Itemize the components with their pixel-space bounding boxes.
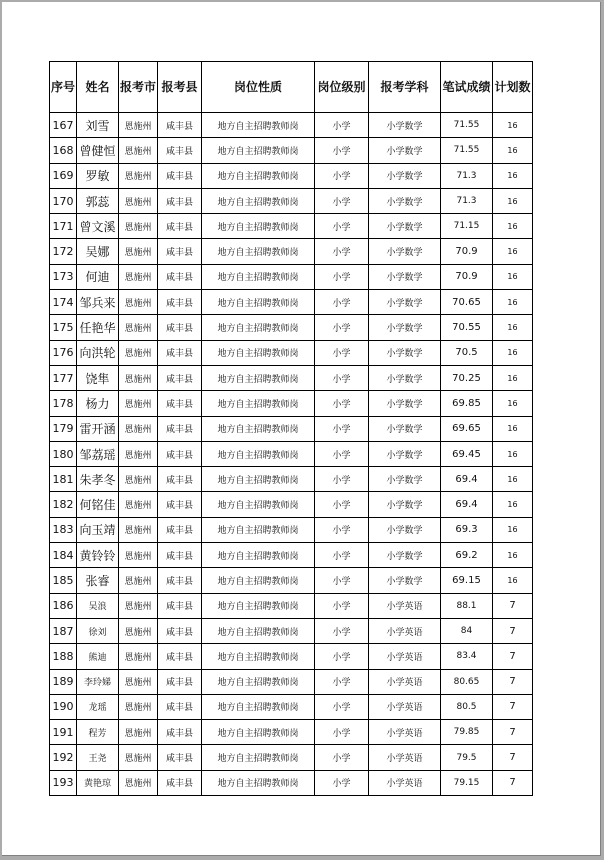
cell-city: 恩施州 xyxy=(119,467,158,492)
cell-city: 恩施州 xyxy=(119,517,158,542)
cell-subject: 小学英语 xyxy=(369,720,441,745)
cell-position-type: 地方自主招聘教师岗 xyxy=(202,720,315,745)
cell-subject: 小学数学 xyxy=(369,492,441,517)
cell-county: 咸丰县 xyxy=(158,467,202,492)
cell-name: 张睿 xyxy=(77,568,119,593)
cell-score: 70.55 xyxy=(441,315,493,340)
header-row xyxy=(50,62,533,113)
cell-score: 71.3 xyxy=(441,188,493,213)
cell-index: 176 xyxy=(50,340,77,365)
cell-position-level: 小学 xyxy=(315,694,369,719)
cell-county: 咸丰县 xyxy=(158,720,202,745)
cell-county: 咸丰县 xyxy=(158,441,202,466)
cell-subject: 小学数学 xyxy=(369,113,441,138)
cell-plan: 16 xyxy=(493,416,533,441)
header-county: 报考县 xyxy=(158,62,202,113)
cell-city: 恩施州 xyxy=(119,239,158,264)
cell-index: 177 xyxy=(50,365,77,390)
cell-county: 咸丰县 xyxy=(158,113,202,138)
cell-index: 167 xyxy=(50,113,77,138)
cell-county: 咸丰县 xyxy=(158,492,202,517)
table-row xyxy=(50,568,533,593)
cell-position-level: 小学 xyxy=(315,113,369,138)
cell-position-level: 小学 xyxy=(315,644,369,669)
cell-position-level: 小学 xyxy=(315,467,369,492)
cell-subject: 小学英语 xyxy=(369,644,441,669)
cell-city: 恩施州 xyxy=(119,416,158,441)
cell-index: 184 xyxy=(50,543,77,568)
cell-plan: 16 xyxy=(493,315,533,340)
table-row xyxy=(50,239,533,264)
cell-score: 80.65 xyxy=(441,669,493,694)
cell-plan: 16 xyxy=(493,188,533,213)
cell-index: 168 xyxy=(50,138,77,163)
cell-name: 黄艳琼 xyxy=(77,770,119,795)
cell-city: 恩施州 xyxy=(119,163,158,188)
cell-plan: 16 xyxy=(493,138,533,163)
cell-position-level: 小学 xyxy=(315,264,369,289)
cell-plan: 7 xyxy=(493,669,533,694)
cell-position-type: 地方自主招聘教师岗 xyxy=(202,669,315,694)
cell-score: 69.85 xyxy=(441,391,493,416)
cell-score: 88.1 xyxy=(441,593,493,618)
table-row xyxy=(50,543,533,568)
cell-subject: 小学数学 xyxy=(369,568,441,593)
table-row xyxy=(50,188,533,213)
cell-subject: 小学数学 xyxy=(369,315,441,340)
cell-position-level: 小学 xyxy=(315,365,369,390)
table-row xyxy=(50,745,533,770)
cell-score: 69.45 xyxy=(441,441,493,466)
cell-name: 罗敏 xyxy=(77,163,119,188)
cell-index: 187 xyxy=(50,618,77,643)
cell-city: 恩施州 xyxy=(119,214,158,239)
table-row xyxy=(50,264,533,289)
cell-name: 吴娜 xyxy=(77,239,119,264)
cell-score: 69.2 xyxy=(441,543,493,568)
cell-name: 李玲娣 xyxy=(77,669,119,694)
cell-name: 向洪轮 xyxy=(77,340,119,365)
cell-position-type: 地方自主招聘教师岗 xyxy=(202,593,315,618)
table-row xyxy=(50,593,533,618)
cell-county: 咸丰县 xyxy=(158,543,202,568)
cell-plan: 16 xyxy=(493,340,533,365)
cell-county: 咸丰县 xyxy=(158,568,202,593)
cell-city: 恩施州 xyxy=(119,618,158,643)
cell-subject: 小学数学 xyxy=(369,441,441,466)
cell-city: 恩施州 xyxy=(119,568,158,593)
cell-position-level: 小学 xyxy=(315,315,369,340)
cell-city: 恩施州 xyxy=(119,290,158,315)
cell-city: 恩施州 xyxy=(119,669,158,694)
cell-subject: 小学英语 xyxy=(369,770,441,795)
cell-name: 邹兵来 xyxy=(77,290,119,315)
cell-index: 183 xyxy=(50,517,77,542)
cell-position-type: 地方自主招聘教师岗 xyxy=(202,365,315,390)
cell-plan: 7 xyxy=(493,720,533,745)
cell-county: 咸丰县 xyxy=(158,669,202,694)
cell-position-level: 小学 xyxy=(315,568,369,593)
cell-position-type: 地方自主招聘教师岗 xyxy=(202,315,315,340)
cell-city: 恩施州 xyxy=(119,745,158,770)
cell-score: 84 xyxy=(441,618,493,643)
cell-position-level: 小学 xyxy=(315,543,369,568)
header-plan: 计划数 xyxy=(493,62,533,113)
cell-position-level: 小学 xyxy=(315,416,369,441)
cell-position-type: 地方自主招聘教师岗 xyxy=(202,770,315,795)
header-subject: 报考学科 xyxy=(369,62,441,113)
cell-subject: 小学英语 xyxy=(369,694,441,719)
cell-county: 咸丰县 xyxy=(158,315,202,340)
cell-position-type: 地方自主招聘教师岗 xyxy=(202,264,315,289)
table-row xyxy=(50,492,533,517)
cell-position-level: 小学 xyxy=(315,340,369,365)
cell-index: 190 xyxy=(50,694,77,719)
cell-score: 69.4 xyxy=(441,467,493,492)
cell-position-level: 小学 xyxy=(315,618,369,643)
cell-plan: 16 xyxy=(493,543,533,568)
cell-position-level: 小学 xyxy=(315,138,369,163)
table-row xyxy=(50,113,533,138)
cell-plan: 16 xyxy=(493,492,533,517)
cell-subject: 小学英语 xyxy=(369,618,441,643)
cell-plan: 16 xyxy=(493,214,533,239)
cell-plan: 16 xyxy=(493,365,533,390)
cell-position-type: 地方自主招聘教师岗 xyxy=(202,113,315,138)
cell-position-type: 地方自主招聘教师岗 xyxy=(202,340,315,365)
cell-county: 咸丰县 xyxy=(158,644,202,669)
table-row xyxy=(50,618,533,643)
header-index: 序号 xyxy=(50,62,77,113)
cell-subject: 小学数学 xyxy=(369,239,441,264)
cell-position-type: 地方自主招聘教师岗 xyxy=(202,492,315,517)
cell-score: 70.65 xyxy=(441,290,493,315)
cell-city: 恩施州 xyxy=(119,264,158,289)
table-row xyxy=(50,669,533,694)
table-row xyxy=(50,467,533,492)
table-row xyxy=(50,315,533,340)
cell-score: 70.9 xyxy=(441,239,493,264)
cell-score: 83.4 xyxy=(441,644,493,669)
cell-index: 170 xyxy=(50,188,77,213)
cell-position-level: 小学 xyxy=(315,391,369,416)
cell-name: 刘雪 xyxy=(77,113,119,138)
cell-county: 咸丰县 xyxy=(158,391,202,416)
table-row xyxy=(50,416,533,441)
cell-subject: 小学数学 xyxy=(369,138,441,163)
cell-name: 曾文溪 xyxy=(77,214,119,239)
cell-name: 程芳 xyxy=(77,720,119,745)
cell-index: 169 xyxy=(50,163,77,188)
table-row xyxy=(50,163,533,188)
cell-position-level: 小学 xyxy=(315,492,369,517)
cell-county: 咸丰县 xyxy=(158,264,202,289)
cell-position-type: 地方自主招聘教师岗 xyxy=(202,138,315,163)
cell-position-level: 小学 xyxy=(315,239,369,264)
cell-score: 69.65 xyxy=(441,416,493,441)
cell-subject: 小学数学 xyxy=(369,340,441,365)
cell-index: 182 xyxy=(50,492,77,517)
cell-position-level: 小学 xyxy=(315,770,369,795)
cell-index: 186 xyxy=(50,593,77,618)
cell-county: 咸丰县 xyxy=(158,340,202,365)
cell-county: 咸丰县 xyxy=(158,138,202,163)
cell-plan: 16 xyxy=(493,517,533,542)
cell-position-type: 地方自主招聘教师岗 xyxy=(202,618,315,643)
cell-name: 黄铃铃 xyxy=(77,543,119,568)
cell-city: 恩施州 xyxy=(119,770,158,795)
cell-score: 80.5 xyxy=(441,694,493,719)
table-row xyxy=(50,365,533,390)
cell-name: 任艳华 xyxy=(77,315,119,340)
cell-position-type: 地方自主招聘教师岗 xyxy=(202,441,315,466)
cell-plan: 16 xyxy=(493,290,533,315)
cell-index: 193 xyxy=(50,770,77,795)
cell-index: 189 xyxy=(50,669,77,694)
cell-score: 71.55 xyxy=(441,113,493,138)
results-table xyxy=(49,61,533,796)
cell-city: 恩施州 xyxy=(119,391,158,416)
cell-index: 185 xyxy=(50,568,77,593)
cell-index: 173 xyxy=(50,264,77,289)
cell-plan: 7 xyxy=(493,745,533,770)
cell-name: 朱孝冬 xyxy=(77,467,119,492)
cell-county: 咸丰县 xyxy=(158,745,202,770)
cell-plan: 7 xyxy=(493,644,533,669)
cell-county: 咸丰县 xyxy=(158,416,202,441)
cell-index: 174 xyxy=(50,290,77,315)
cell-plan: 7 xyxy=(493,618,533,643)
cell-plan: 16 xyxy=(493,239,533,264)
cell-name: 龙瑶 xyxy=(77,694,119,719)
cell-county: 咸丰县 xyxy=(158,239,202,264)
cell-score: 79.85 xyxy=(441,720,493,745)
cell-position-type: 地方自主招聘教师岗 xyxy=(202,188,315,213)
cell-position-level: 小学 xyxy=(315,163,369,188)
cell-city: 恩施州 xyxy=(119,113,158,138)
table-row xyxy=(50,644,533,669)
cell-plan: 16 xyxy=(493,113,533,138)
document-page xyxy=(2,2,601,856)
cell-position-type: 地方自主招聘教师岗 xyxy=(202,694,315,719)
cell-position-type: 地方自主招聘教师岗 xyxy=(202,543,315,568)
table-row xyxy=(50,290,533,315)
cell-county: 咸丰县 xyxy=(158,188,202,213)
cell-county: 咸丰县 xyxy=(158,163,202,188)
table-row xyxy=(50,441,533,466)
cell-city: 恩施州 xyxy=(119,315,158,340)
cell-city: 恩施州 xyxy=(119,441,158,466)
cell-position-level: 小学 xyxy=(315,720,369,745)
cell-subject: 小学数学 xyxy=(369,214,441,239)
cell-city: 恩施州 xyxy=(119,365,158,390)
cell-subject: 小学英语 xyxy=(369,593,441,618)
cell-name: 何铭佳 xyxy=(77,492,119,517)
cell-county: 咸丰县 xyxy=(158,290,202,315)
cell-score: 69.15 xyxy=(441,568,493,593)
cell-subject: 小学数学 xyxy=(369,391,441,416)
cell-score: 79.5 xyxy=(441,745,493,770)
cell-position-type: 地方自主招聘教师岗 xyxy=(202,644,315,669)
header-city: 报考市 xyxy=(119,62,158,113)
cell-subject: 小学数学 xyxy=(369,416,441,441)
cell-plan: 7 xyxy=(493,770,533,795)
cell-position-type: 地方自主招聘教师岗 xyxy=(202,239,315,264)
cell-city: 恩施州 xyxy=(119,340,158,365)
cell-city: 恩施州 xyxy=(119,138,158,163)
cell-subject: 小学数学 xyxy=(369,543,441,568)
cell-city: 恩施州 xyxy=(119,720,158,745)
cell-plan: 16 xyxy=(493,163,533,188)
cell-score: 69.3 xyxy=(441,517,493,542)
table-row xyxy=(50,770,533,795)
header-score: 笔试成绩 xyxy=(441,62,493,113)
cell-name: 杨力 xyxy=(77,391,119,416)
cell-score: 70.5 xyxy=(441,340,493,365)
cell-index: 175 xyxy=(50,315,77,340)
table-row xyxy=(50,720,533,745)
cell-index: 188 xyxy=(50,644,77,669)
header-name: 姓名 xyxy=(77,62,119,113)
cell-score: 70.9 xyxy=(441,264,493,289)
cell-plan: 16 xyxy=(493,391,533,416)
table-row xyxy=(50,517,533,542)
cell-plan: 16 xyxy=(493,264,533,289)
cell-index: 180 xyxy=(50,441,77,466)
cell-position-type: 地方自主招聘教师岗 xyxy=(202,416,315,441)
cell-position-level: 小学 xyxy=(315,214,369,239)
cell-position-type: 地方自主招聘教师岗 xyxy=(202,568,315,593)
table-row xyxy=(50,214,533,239)
cell-name: 郭蕊 xyxy=(77,188,119,213)
cell-subject: 小学英语 xyxy=(369,745,441,770)
cell-position-type: 地方自主招聘教师岗 xyxy=(202,745,315,770)
cell-name: 雷开涵 xyxy=(77,416,119,441)
cell-plan: 16 xyxy=(493,467,533,492)
cell-index: 181 xyxy=(50,467,77,492)
cell-name: 向玉靖 xyxy=(77,517,119,542)
cell-name: 饶隼 xyxy=(77,365,119,390)
cell-plan: 16 xyxy=(493,568,533,593)
cell-position-type: 地方自主招聘教师岗 xyxy=(202,290,315,315)
cell-county: 咸丰县 xyxy=(158,694,202,719)
cell-plan: 7 xyxy=(493,694,533,719)
cell-position-type: 地方自主招聘教师岗 xyxy=(202,467,315,492)
table-row xyxy=(50,138,533,163)
cell-county: 咸丰县 xyxy=(158,770,202,795)
table-row xyxy=(50,391,533,416)
cell-subject: 小学数学 xyxy=(369,517,441,542)
table-row xyxy=(50,340,533,365)
table-row xyxy=(50,694,533,719)
cell-position-level: 小学 xyxy=(315,517,369,542)
cell-position-type: 地方自主招聘教师岗 xyxy=(202,163,315,188)
cell-county: 咸丰县 xyxy=(158,214,202,239)
cell-subject: 小学英语 xyxy=(369,669,441,694)
cell-name: 何迪 xyxy=(77,264,119,289)
cell-subject: 小学数学 xyxy=(369,290,441,315)
cell-city: 恩施州 xyxy=(119,543,158,568)
cell-name: 吴浪 xyxy=(77,593,119,618)
cell-plan: 7 xyxy=(493,593,533,618)
cell-city: 恩施州 xyxy=(119,188,158,213)
cell-index: 178 xyxy=(50,391,77,416)
cell-subject: 小学数学 xyxy=(369,264,441,289)
cell-county: 咸丰县 xyxy=(158,365,202,390)
cell-subject: 小学数学 xyxy=(369,188,441,213)
cell-county: 咸丰县 xyxy=(158,593,202,618)
cell-score: 70.25 xyxy=(441,365,493,390)
cell-index: 172 xyxy=(50,239,77,264)
header-position-type: 岗位性质 xyxy=(202,62,315,113)
cell-score: 79.15 xyxy=(441,770,493,795)
cell-name: 邹荔瑶 xyxy=(77,441,119,466)
cell-name: 徐刘 xyxy=(77,618,119,643)
cell-position-level: 小学 xyxy=(315,290,369,315)
cell-index: 179 xyxy=(50,416,77,441)
cell-subject: 小学数学 xyxy=(369,467,441,492)
cell-city: 恩施州 xyxy=(119,593,158,618)
cell-index: 191 xyxy=(50,720,77,745)
cell-score: 71.3 xyxy=(441,163,493,188)
cell-subject: 小学数学 xyxy=(369,163,441,188)
cell-name: 曾健恒 xyxy=(77,138,119,163)
cell-county: 咸丰县 xyxy=(158,517,202,542)
cell-position-type: 地方自主招聘教师岗 xyxy=(202,391,315,416)
cell-position-level: 小学 xyxy=(315,669,369,694)
cell-name: 熊迪 xyxy=(77,644,119,669)
cell-score: 71.15 xyxy=(441,214,493,239)
cell-position-type: 地方自主招聘教师岗 xyxy=(202,517,315,542)
cell-position-level: 小学 xyxy=(315,441,369,466)
cell-city: 恩施州 xyxy=(119,694,158,719)
cell-index: 192 xyxy=(50,745,77,770)
header-position-level: 岗位级别 xyxy=(315,62,369,113)
cell-position-level: 小学 xyxy=(315,593,369,618)
cell-score: 71.55 xyxy=(441,138,493,163)
cell-plan: 16 xyxy=(493,441,533,466)
cell-city: 恩施州 xyxy=(119,644,158,669)
cell-position-level: 小学 xyxy=(315,188,369,213)
cell-subject: 小学数学 xyxy=(369,365,441,390)
cell-name: 王尧 xyxy=(77,745,119,770)
cell-score: 69.4 xyxy=(441,492,493,517)
cell-index: 171 xyxy=(50,214,77,239)
cell-county: 咸丰县 xyxy=(158,618,202,643)
cell-position-type: 地方自主招聘教师岗 xyxy=(202,214,315,239)
cell-position-level: 小学 xyxy=(315,745,369,770)
cell-city: 恩施州 xyxy=(119,492,158,517)
